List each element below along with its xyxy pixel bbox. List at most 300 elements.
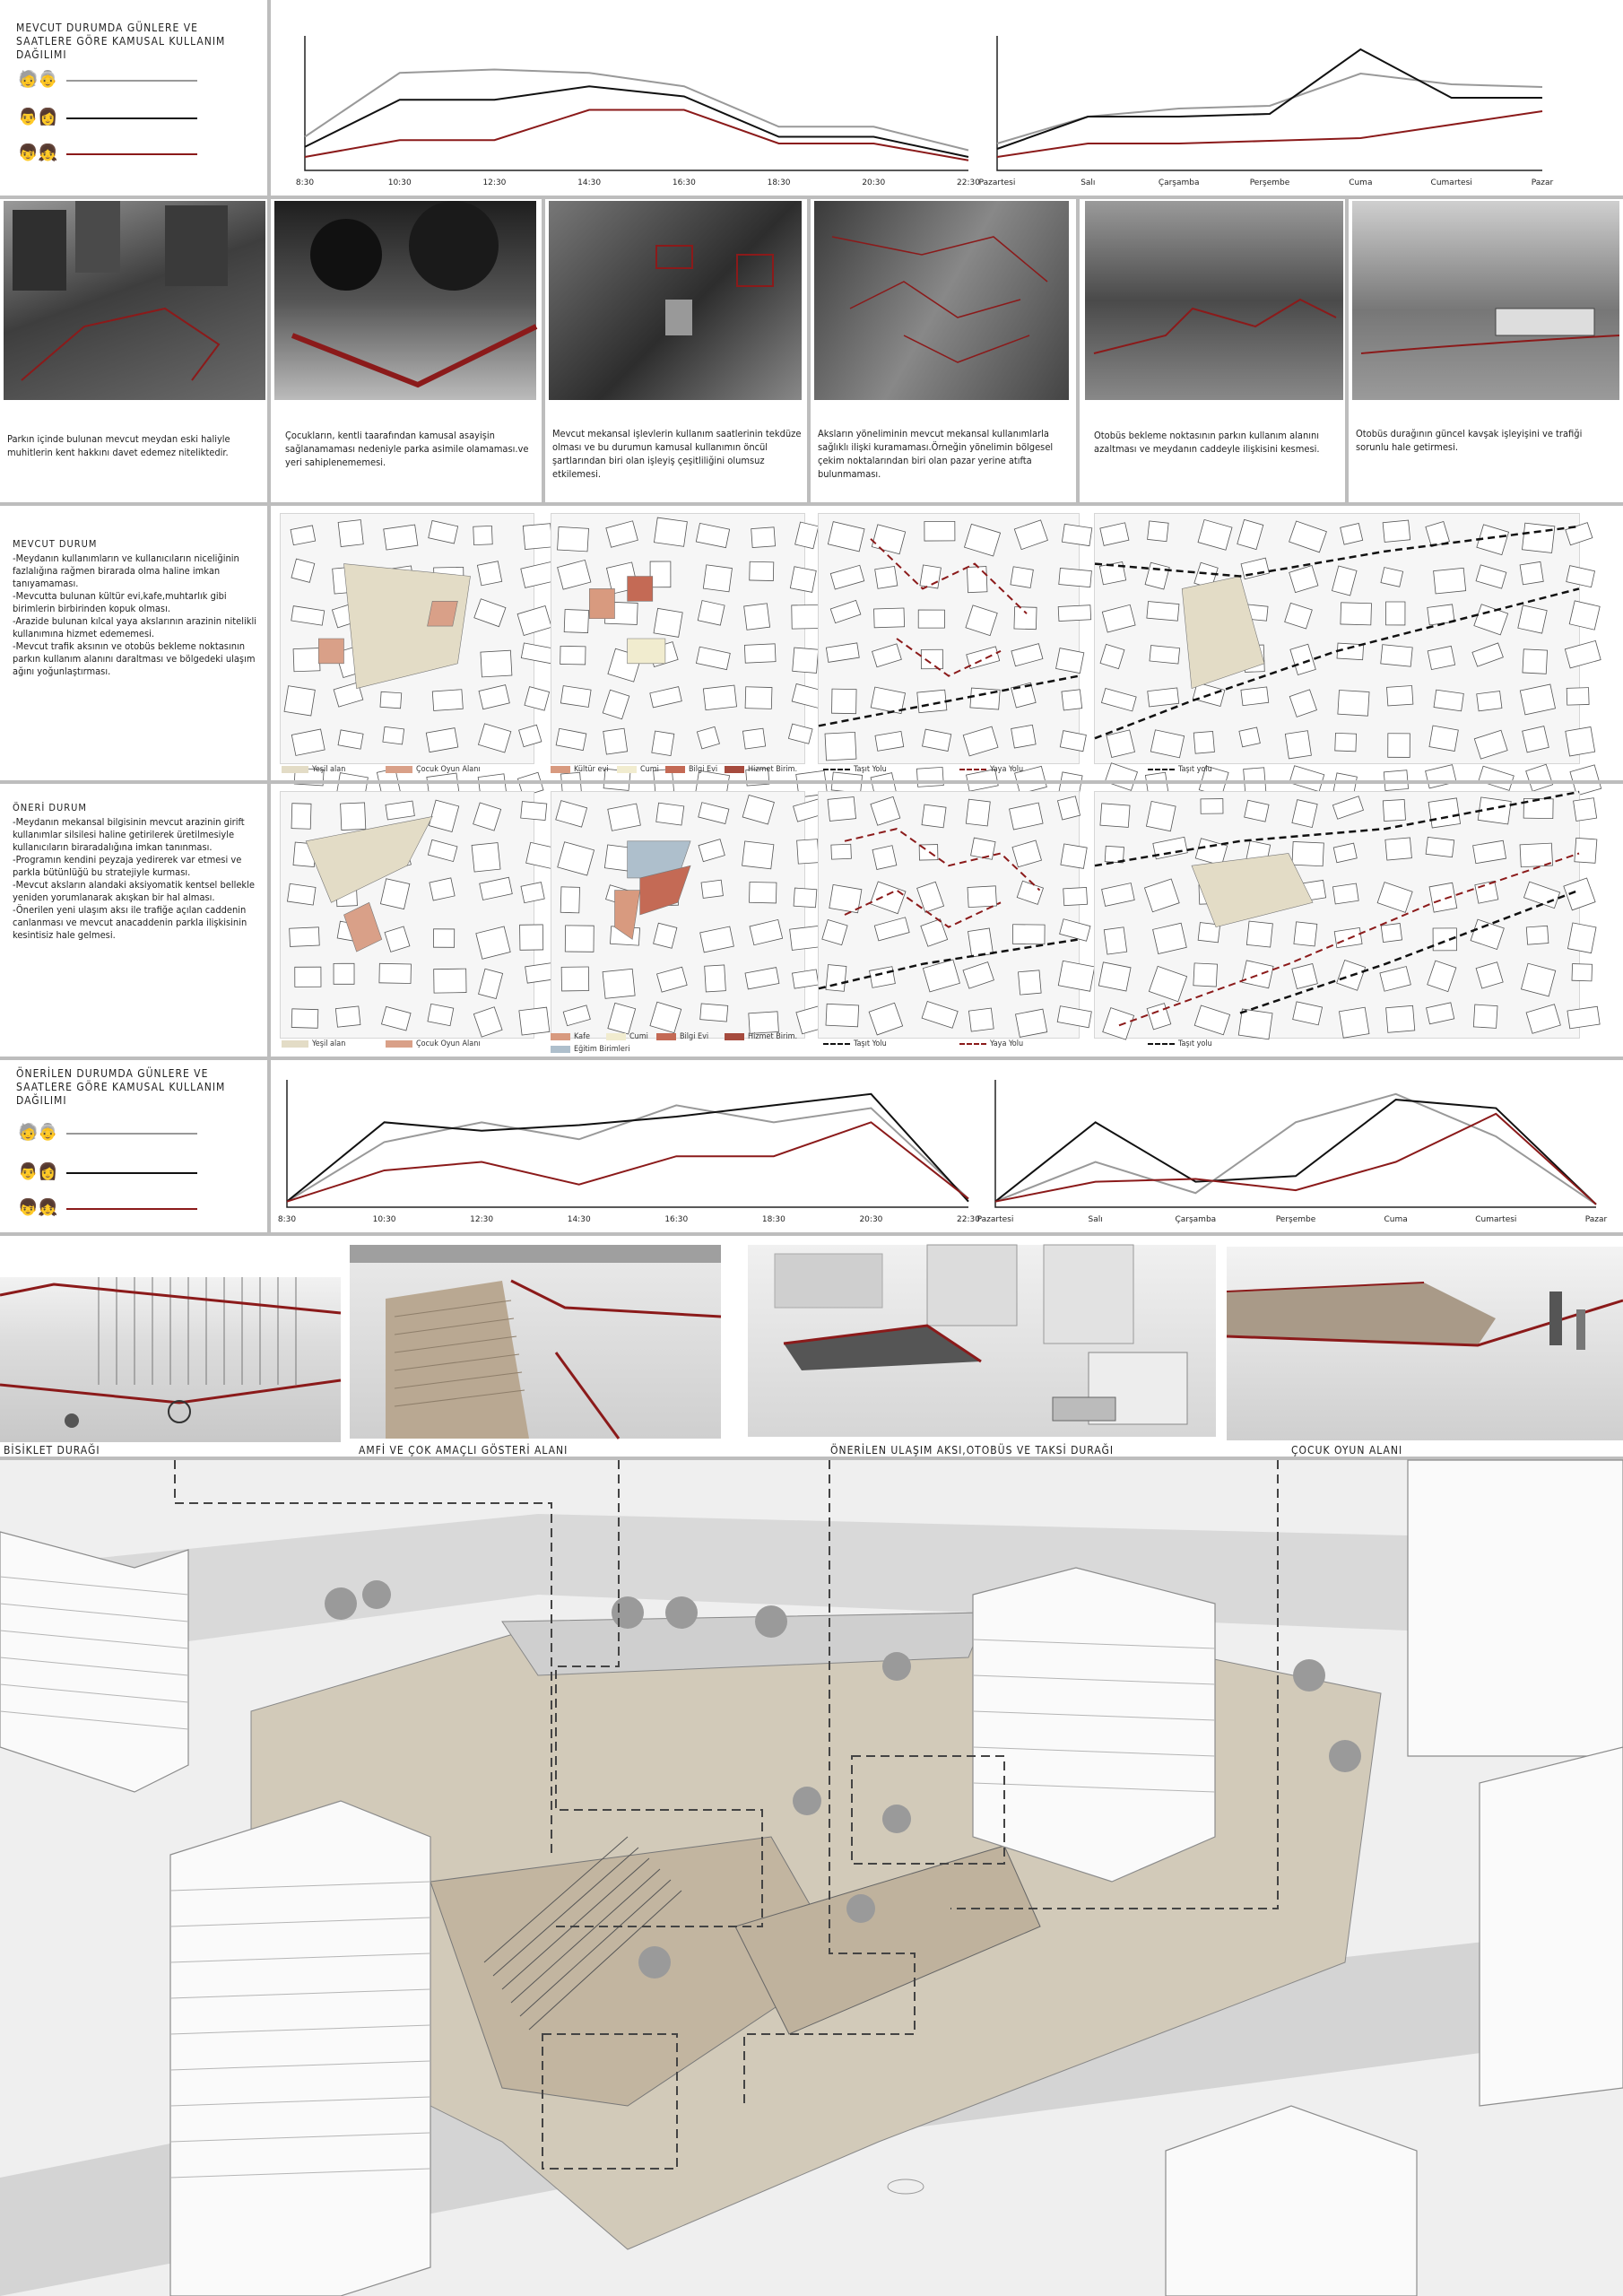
- building-footprint: [295, 967, 321, 987]
- legend-market: [617, 764, 659, 775]
- building-footprint: [826, 965, 846, 992]
- legend-label: Taşıt Yolu: [854, 765, 887, 774]
- building-footprint: [1567, 688, 1589, 706]
- building-footprint: [921, 649, 942, 669]
- caption-2: Çocukların, kentli taarafından kamusal asayişin sağlanamaması nedeniyle parka asimile olamaması.ve yeri sahiplenememesi.: [285, 430, 529, 468]
- building-footprint: [828, 522, 864, 552]
- legend-label: Hizmet Birim.: [748, 765, 798, 774]
- building-footprint: [963, 726, 998, 756]
- building-footprint: [291, 559, 315, 582]
- building-footprint: [291, 606, 325, 626]
- building-footprint: [875, 731, 904, 751]
- legend-cafe: [551, 1031, 590, 1042]
- divider: [542, 199, 545, 504]
- building-footprint: [1472, 643, 1503, 666]
- building-footprint: [822, 920, 847, 945]
- building-footprint: [1475, 881, 1498, 903]
- building-footprint: [523, 524, 552, 550]
- building-footprint: [381, 1006, 411, 1031]
- building-footprint: [793, 648, 819, 673]
- photo-park-square: [4, 201, 265, 400]
- building-footprint: [1564, 878, 1595, 910]
- building-footprint: [565, 926, 594, 952]
- building-footprint: [871, 796, 900, 825]
- chart-days-current: [978, 18, 1614, 197]
- building-footprint: [1523, 726, 1549, 752]
- building-footprint: [1385, 602, 1404, 625]
- building-footprint: [603, 690, 629, 718]
- market-area: [628, 639, 665, 664]
- proposed-usage-legend: [16, 1067, 258, 1108]
- map-proposed-traffic: [1094, 791, 1580, 1039]
- building-footprint: [1146, 801, 1176, 831]
- photo-overlay: [549, 201, 802, 400]
- building-footprint: [1381, 923, 1402, 942]
- series-line-children: [305, 110, 968, 161]
- tick-label: Perşembe: [1249, 178, 1290, 187]
- building-footprint: [1520, 684, 1555, 715]
- render-amphitheatre: [350, 1245, 721, 1439]
- building-footprint: [1332, 566, 1357, 596]
- legend-market: [606, 1031, 648, 1042]
- building-footprint: [603, 969, 635, 998]
- building-footprint: [790, 926, 821, 950]
- legend-vehicle-road: [823, 764, 887, 775]
- building-footprint: [335, 1006, 360, 1027]
- building-footprint: [1290, 644, 1315, 674]
- building-footprint: [434, 969, 466, 993]
- building-footprint: [1388, 734, 1410, 758]
- divider: [267, 199, 271, 504]
- building-footprint: [433, 929, 454, 948]
- building-footprint: [1476, 962, 1503, 988]
- building-footprint: [1429, 726, 1458, 751]
- building-footprint: [870, 882, 906, 914]
- building-footprint: [1237, 519, 1263, 549]
- caption-1: Parkın içinde bulunan mevcut meydan eski haliyle muhitlerin kent hakkını davet edemez niteliktedir.: [7, 433, 230, 458]
- series-line-elderly: [997, 74, 1542, 144]
- building-footprint: [749, 1012, 779, 1034]
- building-footprint: [1434, 568, 1466, 594]
- building-footprint: [968, 928, 994, 957]
- building-footprint: [1241, 558, 1269, 578]
- building-footprint: [480, 877, 513, 900]
- building-footprint: [1060, 731, 1086, 752]
- building-footprint: [826, 1004, 859, 1027]
- building-footprint: [608, 804, 641, 831]
- building-footprint: [1292, 963, 1318, 988]
- building-footprint: [1246, 921, 1272, 947]
- building-footprint: [1292, 800, 1317, 828]
- tick-label: 22:30: [957, 1215, 980, 1224]
- building-footprint: [1426, 765, 1456, 788]
- building-footprint: [385, 926, 410, 952]
- building-footprint: [384, 525, 418, 550]
- building-footprint: [1428, 961, 1456, 992]
- photo-overlay: [1085, 201, 1343, 400]
- divider: [0, 1232, 1623, 1236]
- building-footprint: [830, 565, 864, 589]
- proposed-state-text: [13, 802, 256, 942]
- legend-label: Taşıt Yolu: [854, 1039, 887, 1048]
- photo-aerial-axes: [814, 201, 1069, 400]
- legend-line-red: [66, 1208, 197, 1210]
- building-footprint: [1332, 883, 1358, 904]
- building-footprint: [1149, 966, 1186, 1001]
- render-drawing: [1227, 1247, 1623, 1440]
- tick-label: 10:30: [387, 178, 412, 187]
- building-footprint: [1479, 766, 1514, 790]
- building-footprint: [700, 1004, 728, 1022]
- chart-axis: [287, 1080, 968, 1207]
- building-footprint: [479, 685, 509, 709]
- building-footprint: [875, 566, 898, 588]
- building-footprint: [1201, 799, 1223, 814]
- caption-5: Otobüs bekleme noktasının parkın kullanım alanını azaltması ve meydanın caddeyle ilişkisini kesmesi.: [1094, 430, 1320, 455]
- tick-label: 8:30: [295, 178, 315, 187]
- building-footprint: [521, 883, 544, 903]
- building-footprint: [1427, 1003, 1454, 1024]
- building-footprint: [428, 839, 457, 861]
- building-footprint: [1377, 883, 1412, 913]
- child-area: [344, 902, 382, 952]
- divider: [267, 0, 271, 196]
- building-footprint: [556, 801, 587, 827]
- building-footprint: [963, 962, 994, 989]
- building-footprint: [967, 647, 1000, 669]
- building-footprint: [750, 919, 783, 944]
- building-footprint: [1383, 520, 1410, 542]
- building-footprint: [1198, 519, 1232, 550]
- render-drawing: [350, 1245, 721, 1439]
- building-footprint: [1103, 1008, 1134, 1039]
- building-footprint: [1386, 1005, 1415, 1032]
- legend-line-grey: [66, 80, 197, 82]
- building-footprint: [968, 886, 996, 908]
- proposed-state-body: -Meydanın mekansal bilgisinin mevcut arazinin girift kullanımlar silsilesi haline getirilerek üretilmesiyle kullanıcıların biraradalığına imkan tanınması. -Programın kendini peyzaja yedirerek var etmesi ve parkla bütünlüğü bu stratejiyle kurması. -Mevcut aksların alandaki aksiyomatik kentsel bellekle yeniden yorumlanarak akışkan bir hal alması. -Önerilen yeni ulaşım aksı ile trafiğe açılan caddenin canlanması ve mevcut anacaddenin parkla ilişkisinin kesintisiz hale gelmesi.: [13, 816, 255, 941]
- building-footprint: [1011, 567, 1033, 588]
- building-footprint: [284, 686, 315, 716]
- render-bus-taxi-stop: [748, 1245, 1216, 1437]
- chart-hours-current: [287, 18, 980, 197]
- building-footprint: [696, 647, 730, 669]
- photo-bus-stop-aerial: [1085, 201, 1343, 400]
- legend-row-elderly: [18, 1123, 184, 1143]
- building-footprint: [923, 729, 951, 751]
- chart-axis: [305, 36, 968, 170]
- legend-line-dark: [66, 117, 197, 119]
- building-footprint: [1289, 566, 1318, 593]
- building-footprint: [1520, 561, 1543, 584]
- series-line-elderly: [995, 1094, 1596, 1205]
- tick-label: 16:30: [664, 1215, 689, 1224]
- building-footprint: [1193, 731, 1214, 753]
- building-footprint: [477, 561, 501, 586]
- building-footprint: [1567, 566, 1595, 587]
- building-footprint: [1381, 568, 1403, 587]
- building-footprint: [790, 567, 816, 593]
- building-footprint: [1380, 967, 1410, 992]
- building-footprint: [520, 925, 543, 950]
- building-footprint: [1019, 970, 1042, 995]
- legend-label: Cumi: [629, 1032, 648, 1041]
- photo-aerial-functions: [549, 201, 802, 400]
- map-current-green: [280, 513, 534, 764]
- building-footprint: [558, 842, 595, 875]
- legend-pedestrian-road: [959, 764, 1023, 775]
- building-footprint: [1017, 881, 1043, 904]
- building-footprint: [1473, 840, 1506, 863]
- building-footprint: [1523, 523, 1555, 552]
- legend-info: [656, 1031, 708, 1042]
- tick-label: Salı: [1088, 1215, 1103, 1224]
- building-footprint: [1014, 607, 1037, 630]
- building-footprint: [1526, 926, 1549, 944]
- building-footprint: [1567, 923, 1596, 953]
- building-footprint: [338, 730, 363, 749]
- building-footprint: [971, 838, 996, 859]
- building-footprint: [917, 690, 947, 713]
- building-footprint: [560, 646, 586, 665]
- tick-label: Cuma: [1349, 178, 1373, 187]
- legend-culture: [551, 764, 608, 775]
- divider: [0, 780, 1623, 784]
- building-footprint: [794, 888, 817, 908]
- photo-overlay: [814, 201, 1069, 400]
- legend-label: Kültür evi: [574, 765, 609, 774]
- caption-3: Mevcut mekansal işlevlerin kullanım saatlerinin tekdüze olması ve bu durumun kamusal kullanımın öncül şartlarından biri olan işleyiş çeşitliliğini olumsuz etkilemesi.: [552, 428, 802, 480]
- building-footprint: [698, 601, 725, 626]
- building-footprint: [1102, 604, 1135, 632]
- building-footprint: [521, 802, 547, 821]
- building-footprint: [918, 610, 944, 628]
- building-footprint: [1062, 524, 1091, 545]
- legend-label: Bilgi Evi: [689, 765, 718, 774]
- building-footprint: [1567, 1006, 1600, 1029]
- map-current-traffic: [1094, 513, 1580, 764]
- legend-label: Kafe: [574, 1032, 590, 1041]
- tick-label: Salı: [1081, 178, 1096, 187]
- divider: [267, 506, 271, 782]
- building-footprint: [1101, 688, 1136, 710]
- building-footprint: [558, 526, 589, 551]
- legend-vehicle-road: [823, 1039, 887, 1049]
- building-footprint: [751, 527, 776, 548]
- tick-label: 20:30: [859, 1215, 883, 1224]
- building-footprint: [293, 648, 320, 672]
- building-footprint: [519, 725, 542, 746]
- building-footprint: [1566, 523, 1593, 545]
- legend-education: [551, 1044, 629, 1055]
- series-line-children: [287, 1122, 968, 1201]
- building-footprint: [697, 726, 719, 749]
- child-area: [428, 601, 458, 626]
- building-footprint: [429, 521, 458, 544]
- tick-label: 20:30: [862, 178, 886, 187]
- axonometric-site-drawing: [0, 1460, 1623, 2296]
- legend-service: [725, 1031, 797, 1042]
- plan-drawing: [819, 514, 1079, 763]
- building-footprint: [924, 521, 955, 541]
- chart-hours-proposed: [277, 1071, 980, 1232]
- building-footprint: [1478, 797, 1511, 824]
- building-footprint: [968, 1008, 994, 1031]
- building-footprint: [828, 797, 855, 822]
- label-bus-taxi-stop: ÖNERİLEN ULAŞIM AKSI,OTOBÜS VE TAKSİ DURAĞI: [830, 1444, 1115, 1457]
- building-footprint: [699, 803, 729, 824]
- building-footprint: [1145, 562, 1169, 589]
- divider: [0, 196, 1623, 199]
- divider: [1345, 199, 1349, 504]
- building-footprint: [291, 804, 311, 830]
- building-footprint: [379, 963, 412, 983]
- legend-label: Hizmet Birim.: [748, 1032, 798, 1041]
- legend-row-elderly: [18, 70, 184, 90]
- building-footprint: [652, 731, 674, 756]
- map-current-axes: [818, 513, 1080, 764]
- vehicle-road-line: [819, 676, 1079, 726]
- legend-child-area: [386, 764, 481, 775]
- building-footprint: [1289, 766, 1324, 792]
- building-footprint: [1386, 685, 1412, 705]
- chart-days-proposed: [976, 1071, 1614, 1232]
- building-footprint: [657, 967, 688, 992]
- legend-label: Yaya Yolu: [990, 1039, 1024, 1048]
- building-footprint: [795, 522, 819, 549]
- building-footprint: [872, 525, 905, 554]
- building-footprint: [1010, 803, 1044, 830]
- caption-4: Aksların yöneliminin mevcut mekansal kullanımlarla sağlıklı ilişki kuramaması.Örneğin yönelimin bölgesel çekim noktalarından biri olan pazar yerine atıfta bulunmaması.: [818, 428, 1054, 480]
- children-icon: 👦👧: [18, 1198, 58, 1217]
- building-footprint: [1058, 961, 1094, 991]
- building-footprint: [1339, 1007, 1368, 1038]
- divider: [0, 1057, 1623, 1060]
- tick-label: Pazartesi: [976, 1215, 1014, 1224]
- building-footprint: [1100, 644, 1124, 668]
- divider: [0, 502, 1623, 506]
- building-footprint: [745, 968, 779, 989]
- building-footprint: [920, 565, 941, 588]
- legend-label: Yaya Yolu: [990, 765, 1024, 774]
- building-footprint: [430, 878, 455, 900]
- map-proposed-functions: [551, 791, 805, 1039]
- building-footprint: [1429, 883, 1457, 912]
- building-footprint: [1144, 879, 1179, 912]
- building-footprint: [291, 526, 316, 545]
- building-footprint: [1426, 837, 1454, 857]
- caption-6: Otobüs durağının güncel kavşak işleyişini ve trafiği sorunlu hale getirmesi.: [1356, 428, 1583, 453]
- legend-label: Yeşil alan: [312, 765, 346, 774]
- building-footprint: [1294, 922, 1317, 946]
- building-footprint: [705, 965, 726, 992]
- series-line-adults: [305, 86, 968, 157]
- child-area: [318, 639, 343, 664]
- building-footprint: [1058, 605, 1091, 622]
- photo-overlay: [274, 201, 536, 400]
- building-footprint: [1238, 1009, 1272, 1039]
- building-footprint: [608, 1003, 636, 1034]
- render-bicycle-stop: [0, 1277, 341, 1442]
- building-footprint: [1332, 796, 1363, 819]
- legend-vehicle-road-2: [1148, 1039, 1212, 1049]
- building-footprint: [797, 839, 820, 864]
- plan-drawing: [551, 792, 804, 1038]
- building-footprint: [1285, 731, 1311, 759]
- tick-label: Cuma: [1384, 1215, 1408, 1224]
- series-line-children: [997, 111, 1542, 157]
- legend-green-area: [282, 1039, 345, 1049]
- building-footprint: [1292, 841, 1324, 865]
- building-footprint: [1011, 644, 1043, 666]
- building-footprint: [560, 686, 591, 708]
- photo-overlay: [1352, 201, 1619, 400]
- building-footprint: [1285, 603, 1313, 629]
- tick-label: Çarşamba: [1175, 1215, 1217, 1224]
- building-footprint: [1428, 646, 1454, 669]
- building-footprint: [1293, 1002, 1323, 1025]
- building-footprint: [1335, 733, 1357, 751]
- render-playground: [1227, 1247, 1623, 1440]
- photo-overlay: [4, 201, 265, 400]
- map-proposed-green: [280, 791, 534, 1039]
- building-footprint: [558, 560, 591, 589]
- building-footprint: [832, 689, 857, 714]
- legend-label: Taşıt yolu: [1178, 765, 1212, 774]
- building-footprint: [742, 841, 774, 869]
- legend-label: Çocuk Oyun Alanı: [416, 765, 481, 774]
- building-footprint: [1575, 838, 1597, 863]
- green-area: [306, 816, 432, 902]
- divider: [807, 199, 811, 504]
- current-usage-title: MEVCUT DURUMDA GÜNLERE VE SAATLERE GÖRE KAMUSAL KULLANIM DAĞILIMI: [16, 22, 226, 61]
- building-footprint: [1289, 521, 1327, 552]
- building-footprint: [830, 600, 861, 622]
- building-footprint: [291, 729, 325, 755]
- tick-label: 14:30: [577, 178, 602, 187]
- plan-drawing: [281, 792, 534, 1038]
- building-footprint: [603, 728, 628, 754]
- building-footprint: [473, 526, 492, 544]
- building-footprint: [744, 604, 770, 631]
- building-footprint: [1433, 928, 1456, 951]
- culture-house: [589, 588, 614, 618]
- building-footprint: [1569, 601, 1600, 630]
- legend-row-children: [18, 1198, 184, 1218]
- plan-drawing: [1095, 514, 1579, 763]
- info-house: [628, 577, 653, 602]
- elderly-couple-icon: 🧓👵: [18, 70, 58, 89]
- building-footprint: [1477, 691, 1502, 711]
- building-footprint: [1056, 648, 1084, 674]
- building-footprint: [923, 960, 959, 992]
- building-footprint: [921, 919, 948, 946]
- tick-label: 10:30: [372, 1215, 396, 1224]
- legend-label: Yeşil alan: [312, 1039, 346, 1048]
- building-footprint: [966, 799, 990, 826]
- building-footprint: [1063, 887, 1088, 905]
- plan-drawing: [551, 514, 804, 763]
- divider: [267, 784, 271, 1058]
- building-footprint: [654, 517, 687, 546]
- building-footprint: [1057, 1006, 1091, 1028]
- building-footprint: [1153, 923, 1187, 953]
- building-footprint: [1473, 1004, 1497, 1028]
- building-footprint: [426, 728, 458, 752]
- label-playground: ÇOCUK OYUN ALANI: [1291, 1444, 1403, 1457]
- building-footprint: [380, 691, 402, 709]
- label-amphitheatre: AMFİ VE ÇOK AMAÇLI GÖSTERİ ALANI: [359, 1444, 568, 1457]
- adult-couple-icon: 👨👩: [18, 108, 58, 126]
